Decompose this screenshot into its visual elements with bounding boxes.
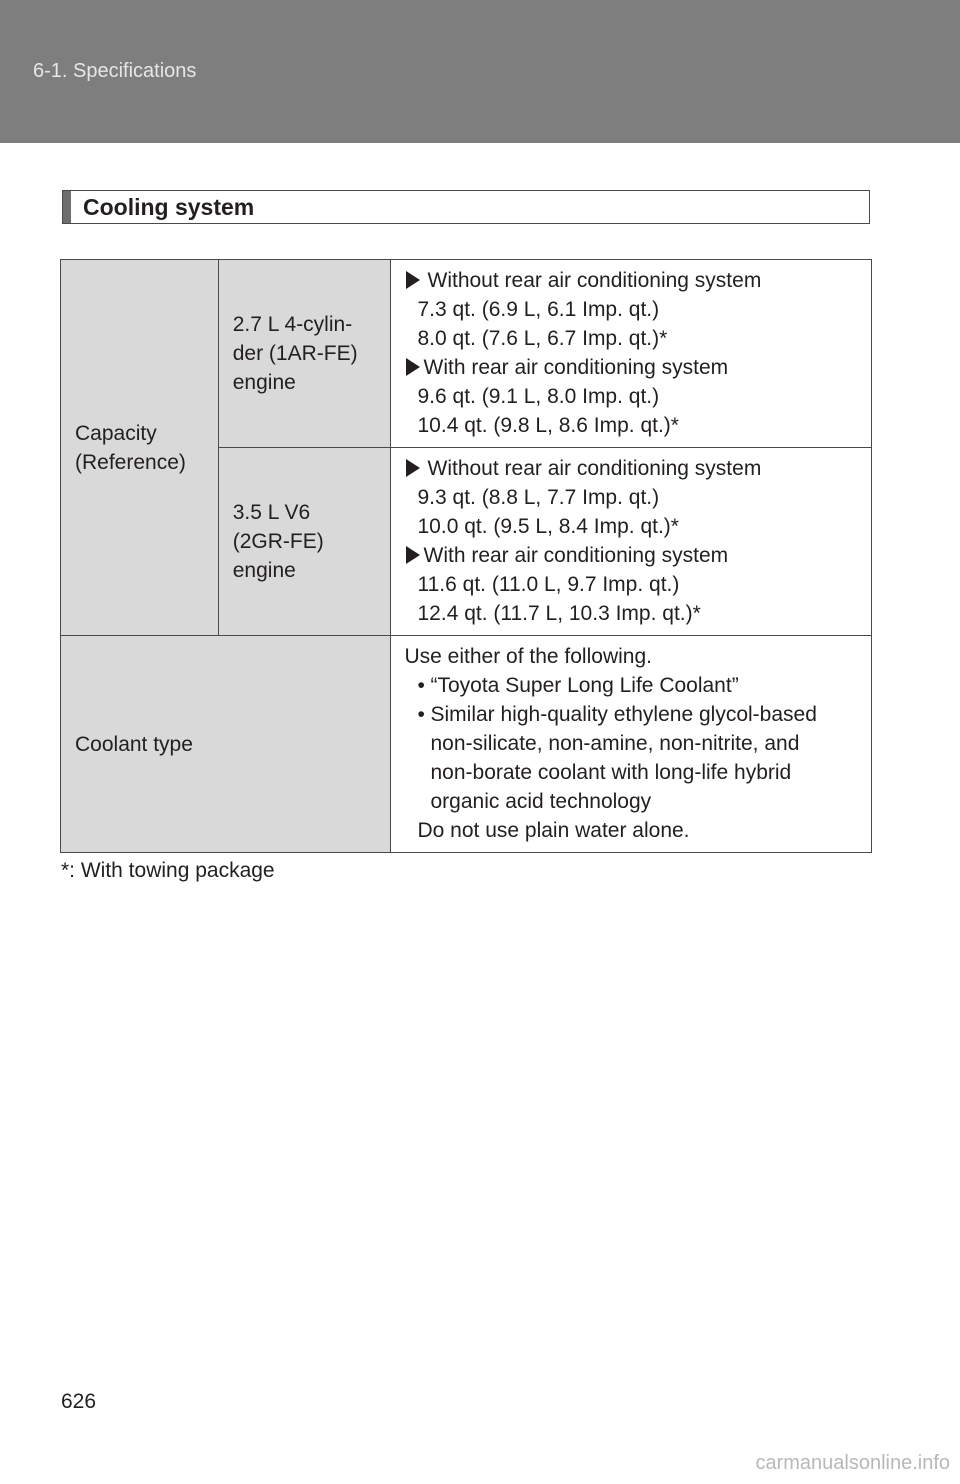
watermark: carmanualsonline.info [755,1452,950,1474]
page-header [0,0,960,143]
list-item: • “Toyota Super Long Life Coolant” [417,673,739,697]
coolant-type-label-cell: Coolant type [61,636,391,853]
triangle-bullet-icon [406,546,420,564]
option-with-rear-ac: With rear air conditioning system [405,353,862,382]
engine-1-label-cell: 2.7 L 4-cylin- der (1AR-FE) engine [218,260,390,448]
triangle-bullet-icon [406,358,420,376]
table-row [61,260,872,448]
list-item: • Similar high-quality ethylene glycol-based [417,702,817,726]
footnote: *: With towing package [61,859,275,882]
triangle-bullet-icon [406,459,420,477]
option-without-rear-ac: Without rear air conditioning system [405,266,862,295]
page-number: 626 [61,1390,97,1413]
section-title-bar [63,191,71,223]
section-title: Cooling system [83,194,255,220]
engine-2-capacity-cell: Without rear air conditioning system 9.3 qt. (8.8 L, 7.7 Imp. qt.) 10.0 qt. (9.5 L, 8.4 Imp. qt.)* With rear air conditioning system 11.6 qt. (11.0 L, 9.7 Imp. qt.) 12.4 qt. (11.7 L, 10.3 Imp. qt.)* [390,448,872,636]
option-with-rear-ac: With rear air conditioning system [405,541,862,570]
breadcrumb: 6-1. Specifications [33,60,197,82]
engine-2-label-cell: 3.5 L V6 (2GR-FE) engine [218,448,390,636]
coolant-type-value-cell: Use either of the following. • “Toyota Super Long Life Coolant” • Similar high-quality ethylene glycol-based non-silicate, non-amine, non-nitrite, and non-borate coolant with long-life hybrid organic acid technology Do not use plain water alone. [390,636,872,853]
option-without-rear-ac: Without rear air conditioning system [405,454,862,483]
section-title-box [62,190,870,224]
triangle-bullet-icon [406,271,420,289]
cooling-spec-table [60,259,872,853]
engine-1-capacity-cell: Without rear air conditioning system 7.3 qt. (6.9 L, 6.1 Imp. qt.) 8.0 qt. (7.6 L, 6.7 Imp. qt.)* With rear air conditioning system 9.6 qt. (9.1 L, 8.0 Imp. qt.) 10.4 qt. (9.8 L, 8.6 Imp. qt.)* [390,260,872,448]
table-row [61,636,872,853]
capacity-label-cell: Capacity (Reference) [61,260,219,636]
